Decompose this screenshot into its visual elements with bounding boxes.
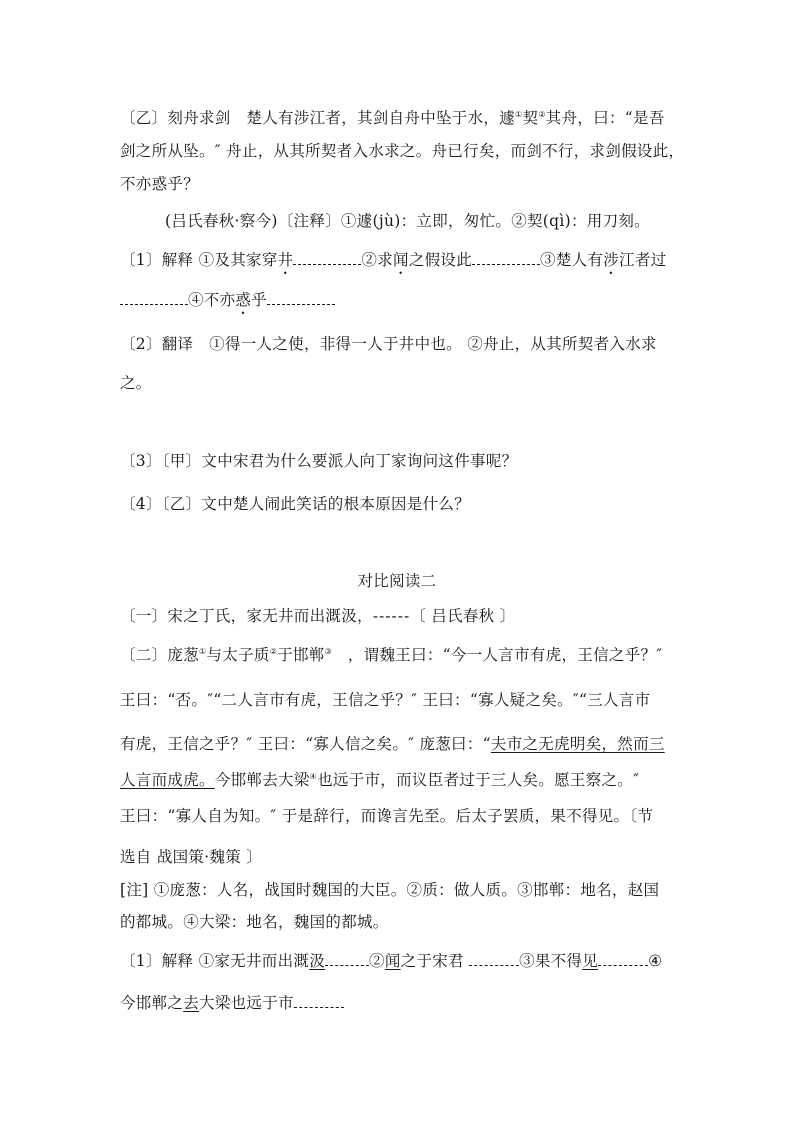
underlined-char: 闻 (384, 952, 401, 970)
q1-line-2 (120, 290, 680, 318)
part2-line-3 (120, 734, 680, 754)
part2-text: 于邯郸 (277, 646, 325, 664)
footnote-mark: ① (199, 646, 207, 656)
answer-blank[interactable] (598, 951, 648, 966)
part2-text: 今邯郸去大梁 (214, 771, 310, 789)
yi-line1-tail: 其舟，曰：“是吾 (545, 109, 665, 127)
part2-text: 与太子质 (206, 646, 270, 664)
yi-text-line-3: 不亦惑乎？ (120, 175, 200, 193)
q1-line-1 (120, 250, 680, 278)
q5-text: 今邯郸之 (120, 994, 184, 1012)
annotation-line-1: [注] ①庞葱：人名，战国时魏国的大臣。②质：做人质。③邯郸：地名，赵国 (120, 881, 660, 899)
q5-line-2 (120, 993, 680, 1013)
emphasized-char: 涉 (603, 251, 620, 269)
part1-source: 〔 吕氏春秋 〕 (410, 607, 516, 625)
emphasized-char: 井 (277, 251, 294, 269)
underlined-sentence: 夫市之无虎明矣，然而三 (490, 735, 665, 753)
q5-text: 之于宋君 (400, 952, 470, 970)
part2-text: 〔二〕庞葱 (120, 646, 200, 664)
answer-blank[interactable] (469, 951, 519, 966)
q1-text: 乎 (251, 291, 268, 309)
answer-blank[interactable] (120, 290, 188, 305)
q5-text: 大梁也远于市 (199, 994, 294, 1012)
part1-text: 〔一〕宋之丁氏，家无井而出溉汲， (120, 607, 373, 625)
footnote-mark: ③ (324, 646, 333, 656)
part2-line-2: 王曰：“否。″“二人言市有虎，王信之乎？″ 王曰：“寡人疑之矣。″“三人言市 (120, 691, 651, 709)
dash-run: ------ (372, 607, 411, 625)
q1-text: ③楚人有 (540, 251, 604, 269)
q4-line: 〔4〕〔乙〕文中楚人闹此笑话的根本原因是什么？ (120, 495, 471, 513)
part2-line-4 (120, 770, 680, 790)
footnote-mark: ② (538, 109, 546, 119)
q1-text: ④不亦 (188, 291, 236, 309)
q5-text: ② (369, 952, 385, 970)
answer-blank[interactable] (294, 993, 344, 1008)
q1-text: 之假设此 (408, 251, 473, 269)
underlined-char: 见 (582, 952, 599, 970)
yi-text-line-1 (120, 108, 680, 128)
section-title: 对比阅读二 (357, 572, 437, 590)
q5-line-1 (120, 951, 680, 971)
part1-line (120, 606, 680, 626)
part2-line-6: 选自 战国策·魏策 〕 (120, 848, 263, 866)
answer-blank[interactable] (325, 951, 369, 966)
answer-blank[interactable] (293, 250, 361, 265)
yi-line1-mid: 契 (522, 109, 539, 127)
footnote-mark: ① (515, 109, 523, 119)
footnote-mark: ④ (309, 771, 318, 781)
answer-blank[interactable] (472, 250, 540, 265)
part2-line-1 (120, 645, 680, 665)
part2-text: 有虎，王信之乎？″ 王曰：“寡人信之矣。″ 庞葱曰：“ (120, 735, 491, 753)
yi-line1-head: 〔乙〕刻舟求剑 楚人有涉江者，其剑自舟中坠于水，遽 (120, 109, 516, 127)
emphasized-char: 惑 (235, 291, 252, 309)
q2-line-1: 〔2〕翻译 ①得一人之使，非得一人于井中也。 ②舟止，从其所契者入水求 (120, 335, 657, 353)
q5-text: 〔1〕解释 ①家无井而出溉 (120, 952, 310, 970)
emphasized-char: 闻 (393, 251, 409, 269)
yi-text-line-2: 剑之所从坠。″ 舟止，从其所契者入水求之。舟已行矣，而剑不行，求剑假设此， (120, 142, 685, 160)
answer-blank[interactable] (267, 290, 335, 305)
q1-text: 〔1〕解释 ①及其家穿 (120, 251, 278, 269)
underlined-sentence: 人言而成虎。 (120, 771, 215, 789)
q2-line-2: 之。 (120, 374, 152, 392)
q5-text: ④ (648, 952, 663, 970)
q3-line: 〔3〕〔甲〕文中宋君为什么要派人向丁家询问这件事呢？ (120, 452, 518, 470)
part2-text: ，谓魏王曰：“今一人言市有虎，王信之乎？″ (332, 646, 663, 664)
part2-text: 也远于市，而议臣者过于三人矣。愿王察之。″ (317, 771, 640, 789)
underlined-char: 去 (183, 994, 200, 1012)
q5-text: ③果不得 (519, 952, 583, 970)
yi-note: (吕氏春秋·察今)〔注释〕①遽(jù)：立即，匆忙。②契(qì)：用刀刻。 (165, 212, 650, 230)
q1-text: ②求 (361, 251, 394, 269)
footnote-mark: ② (269, 646, 278, 656)
part2-line-5: 王曰：“寡人自为知。″ 于是辞行，而谗言先至。后太子罢质，果不得见。〔节 (120, 807, 654, 825)
annotation-line-2: 的都城。④大梁：地名，魏国的都城。 (120, 913, 389, 931)
q1-text: 江者过 (619, 251, 667, 269)
underlined-char: 汲 (309, 952, 326, 970)
